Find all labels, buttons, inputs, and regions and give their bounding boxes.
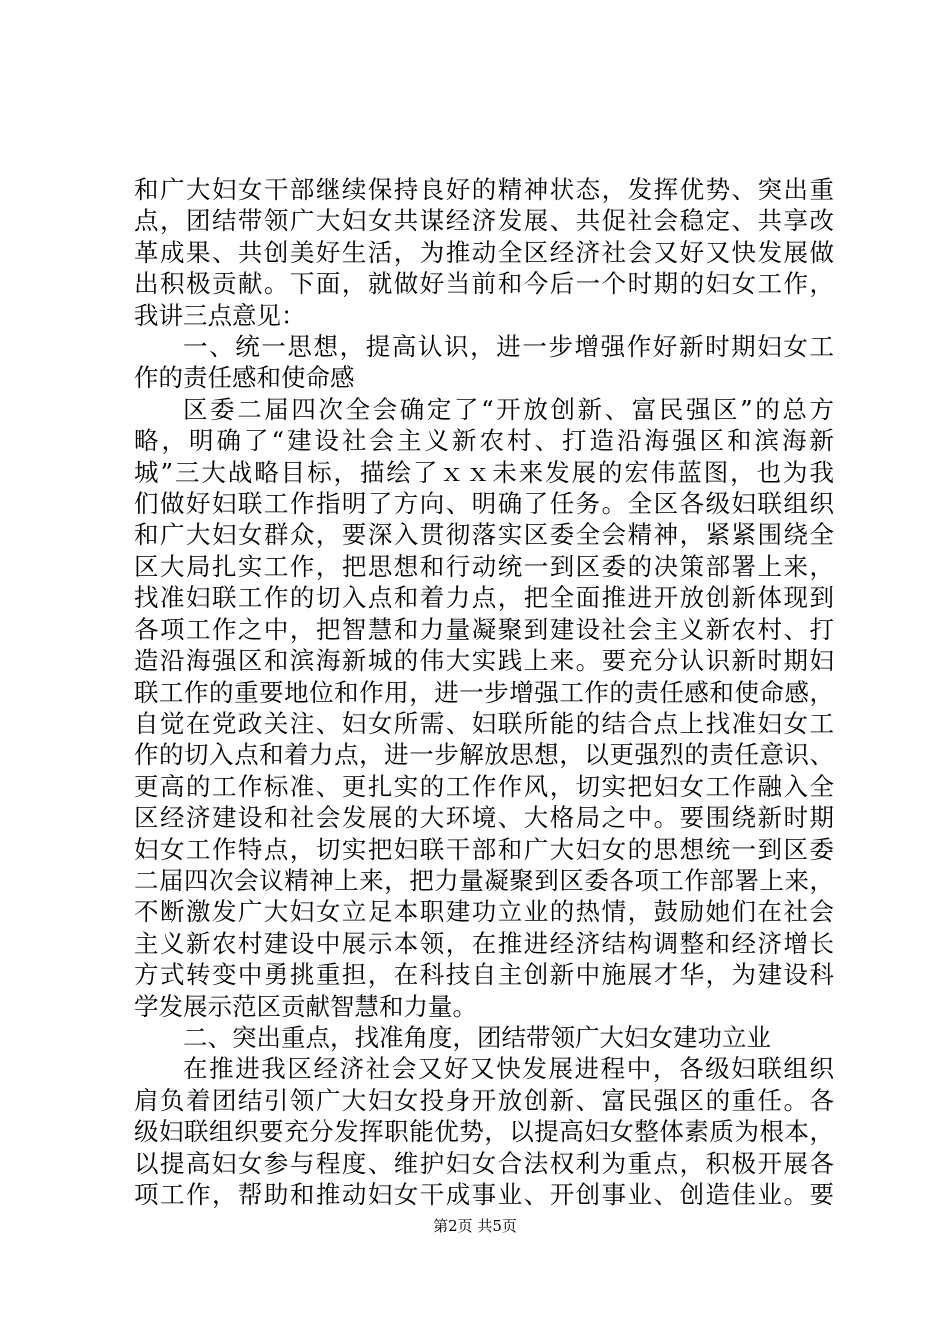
text-line: 区委二届四次全会确定了“开放创新、富民强区”的总方 (183, 394, 834, 424)
text-line: 妇女工作特点，切实把妇联干部和广大妇女的思想统一到区委 (134, 834, 834, 864)
text-line: 革成果、共创美好生活，为推动全区经济社会又好又快发展做 (134, 237, 834, 267)
text-line: 区经济建设和社会发展的大环境、大格局之中。要围绕新时期 (134, 803, 834, 833)
text-line: 二、突出重点，找准角度，团结带领广大妇女建功立业 (183, 1022, 771, 1052)
text-line: 点，团结带领广大妇女共谋经济发展、共促社会稳定、共享改 (134, 206, 834, 236)
text-line: 出积极贡献。下面，就做好当前和今后一个时期的妇女工作， (134, 269, 834, 299)
text-line: 肩负着团结引领广大妇女投身开放创新、富民强区的重任。各 (134, 1085, 834, 1115)
text-line: 二届四次会议精神上来，把力量凝聚到区委各项工作部署上来， (134, 865, 834, 895)
text-line: 和广大妇女干部继续保持良好的精神状态，发挥优势、突出重 (134, 175, 834, 204)
text-line: 级妇联组织要充分发挥职能优势，以提高妇女整体素质为根本， (134, 1117, 834, 1147)
text-line: 造沿海强区和滨海新城的伟大实践上来。要充分认识新时期妇 (134, 646, 834, 676)
text-line: 作的切入点和着力点，进一步解放思想，以更强烈的责任意识、 (134, 740, 834, 770)
text-line: 学发展示范区贡献智慧和力量。 (134, 991, 477, 1021)
text-line: 不断激发广大妇女立足本职建功立业的热情，鼓励她们在社会 (134, 897, 834, 927)
document-body (134, 174, 834, 1210)
text-line: 一、统一思想，提高认识，进一步增强作好新时期妇女工 (183, 332, 834, 362)
text-line: 在推进我区经济社会又好又快发展进程中，各级妇联组织 (183, 1054, 834, 1084)
text-line: 作的责任感和使命感 (134, 363, 355, 393)
text-line: 项工作，帮助和推动妇女干成事业、开创事业、创造佳业。要 (134, 1180, 834, 1209)
page-footer (0, 1215, 950, 1236)
text-line: 略，明确了“建设社会主义新农村、打造沿海强区和滨海新 (134, 426, 834, 456)
text-line: 城”三大战略目标，描绘了ｘｘ未来发展的宏伟蓝图，也为我 (134, 457, 834, 487)
text-line: 和广大妇女群众，要深入贯彻落实区委全会精神，紧紧围绕全 (134, 520, 834, 550)
text-line: 方式转变中勇挑重担，在科技自主创新中施展才华，为建设科 (134, 960, 834, 990)
text-line: 主义新农村建设中展示本领，在推进经济结构调整和经济增长 (134, 928, 834, 958)
text-line: 们做好妇联工作指明了方向、明确了任务。全区各级妇联组织 (134, 489, 834, 519)
text-line: 联工作的重要地位和作用，进一步增强工作的责任感和使命感， (134, 677, 834, 707)
text-line: 以提高妇女参与程度、维护妇女合法权利为重点，积极开展各 (134, 1148, 834, 1178)
page-number: 第2页 共5页 (433, 1217, 517, 1235)
text-line: 区大局扎实工作，把思想和行动统一到区委的决策部署上来， (134, 551, 834, 581)
text-line: 找准妇联工作的切入点和着力点，把全面推进开放创新体现到 (134, 583, 834, 613)
text-line: 我讲三点意见： (134, 300, 306, 330)
text-line: 更高的工作标准、更扎实的工作作风，切实把妇女工作融入全 (134, 771, 834, 801)
text-line: 各项工作之中，把智慧和力量凝聚到建设社会主义新农村、打 (134, 614, 834, 644)
text-line: 自觉在党政关注、妇女所需、妇联所能的结合点上找准妇女工 (134, 708, 834, 738)
